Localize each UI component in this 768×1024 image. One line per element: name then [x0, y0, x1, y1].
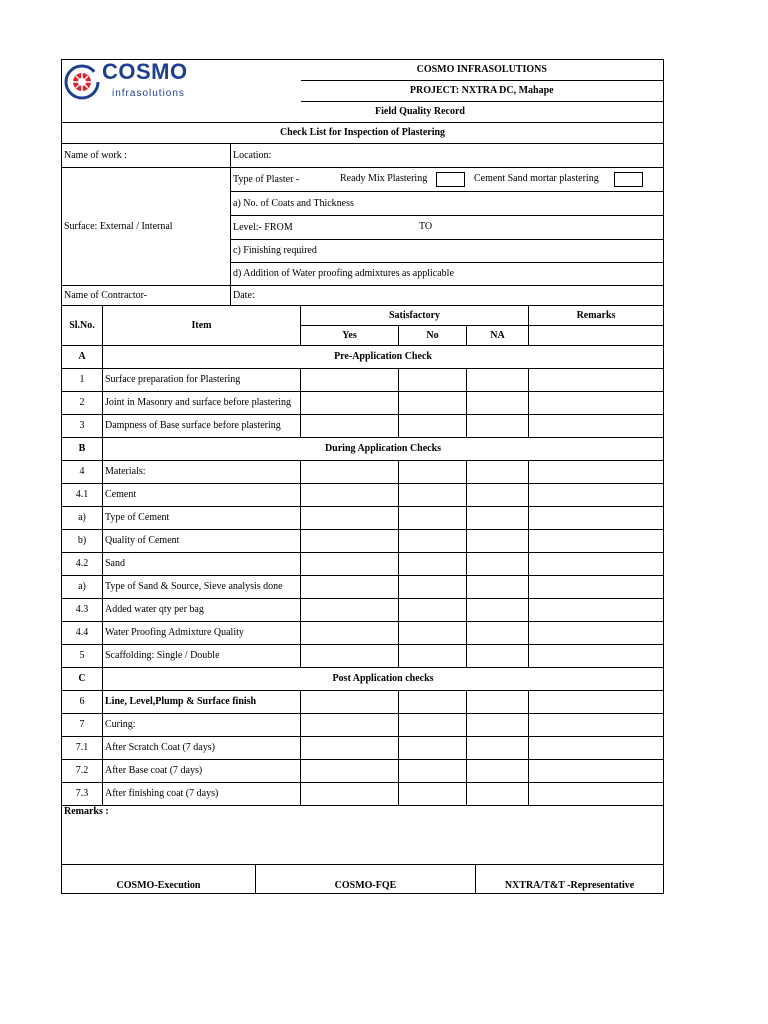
row-number: a) [62, 576, 103, 599]
row-item: Cement [103, 484, 301, 507]
row-number: 4.2 [62, 553, 103, 576]
no-cell[interactable] [399, 484, 467, 507]
na-cell[interactable] [467, 622, 529, 645]
no-cell[interactable] [399, 714, 467, 737]
na-cell[interactable] [467, 369, 529, 392]
row-number: 4.4 [62, 622, 103, 645]
row-item: Added water qty per bag [103, 599, 301, 622]
remarks-cell[interactable] [529, 507, 664, 530]
row-number: A [62, 346, 103, 369]
row-number: 7.1 [62, 737, 103, 760]
inspection-form [61, 59, 663, 894]
row-number: 5 [62, 645, 103, 668]
section-title: During Application Checks [103, 438, 664, 461]
checklist-row [62, 415, 664, 438]
yes-cell[interactable] [301, 415, 399, 438]
checklist-row [62, 714, 664, 737]
row-item: Scaffolding: Single / Double [103, 645, 301, 668]
col-na: NA [467, 326, 529, 346]
yes-cell[interactable] [301, 576, 399, 599]
plaster-type-row [231, 168, 664, 192]
yes-cell[interactable] [301, 461, 399, 484]
row-item: After Scratch Coat (7 days) [103, 737, 301, 760]
yes-cell[interactable] [301, 369, 399, 392]
cement-sand-checkbox[interactable] [614, 172, 643, 187]
na-cell[interactable] [467, 576, 529, 599]
no-cell[interactable] [399, 530, 467, 553]
logo-subtext: infrasolutions [112, 88, 185, 99]
checklist-row [62, 599, 664, 622]
na-cell[interactable] [467, 599, 529, 622]
no-cell[interactable] [399, 622, 467, 645]
row-number: b) [62, 530, 103, 553]
row-item: Dampness of Base surface before plastering [103, 415, 301, 438]
checklist-row [62, 530, 664, 553]
no-cell[interactable] [399, 760, 467, 783]
row-number: 7.2 [62, 760, 103, 783]
no-cell[interactable] [399, 392, 467, 415]
level-from-label: Level:- FROM [233, 221, 293, 233]
yes-cell[interactable] [301, 714, 399, 737]
row-number: a) [62, 507, 103, 530]
no-cell[interactable] [399, 691, 467, 714]
col-slno: Sl.No. [62, 306, 103, 346]
finishing-label: c) Finishing required [231, 240, 664, 263]
signature-fqe: COSMO-FQE [256, 865, 476, 894]
checklist-row [62, 737, 664, 760]
section-row [62, 438, 664, 461]
row-item: Type of Sand & Source, Sieve analysis done [103, 576, 301, 599]
record-title: Field Quality Record [62, 102, 664, 123]
contractor-label: Name of Contractor- [62, 286, 231, 306]
row-number: 6 [62, 691, 103, 714]
logo-cell [62, 60, 301, 102]
col-satisfactory: Satisfactory [301, 306, 529, 326]
row-item: Surface preparation for Plastering [103, 369, 301, 392]
na-cell[interactable] [467, 461, 529, 484]
remarks-cell[interactable] [529, 369, 664, 392]
yes-cell[interactable] [301, 507, 399, 530]
remarks-table [61, 806, 664, 894]
no-cell[interactable] [399, 645, 467, 668]
yes-cell[interactable] [301, 691, 399, 714]
remarks-cell[interactable] [529, 461, 664, 484]
col-yes: Yes [301, 326, 399, 346]
remarks-cell[interactable] [529, 484, 664, 507]
row-item: Sand [103, 553, 301, 576]
na-cell[interactable] [467, 783, 529, 806]
checklist-title: Check List for Inspection of Plastering [62, 123, 664, 144]
remarks-cell[interactable] [529, 691, 664, 714]
na-cell[interactable] [467, 691, 529, 714]
no-cell[interactable] [399, 415, 467, 438]
row-number: 4.1 [62, 484, 103, 507]
row-item: Joint in Masonry and surface before plastering [103, 392, 301, 415]
level-to-label: TO [419, 221, 433, 232]
na-cell[interactable] [467, 530, 529, 553]
remarks-label: Remarks : [62, 806, 664, 865]
checklist-row [62, 783, 664, 806]
no-cell[interactable] [399, 507, 467, 530]
signature-representative: NXTRA/T&T -Representative [476, 865, 664, 894]
na-cell[interactable] [467, 760, 529, 783]
section-title: Pre-Application Check [103, 346, 664, 369]
form-table [61, 59, 664, 806]
logo-text: COSMO [102, 59, 188, 84]
section-row [62, 346, 664, 369]
row-number: 4 [62, 461, 103, 484]
yes-cell[interactable] [301, 645, 399, 668]
company-logo [64, 59, 214, 100]
remarks-cell[interactable] [529, 622, 664, 645]
surface-label: Surface: External / Internal [62, 168, 231, 286]
company-name: COSMO INFRASOLUTIONS [301, 60, 664, 81]
row-number: C [62, 668, 103, 691]
remarks-cell[interactable] [529, 783, 664, 806]
plaster-type-label: Type of Plaster - [233, 173, 300, 185]
na-cell[interactable] [467, 415, 529, 438]
yes-cell[interactable] [301, 599, 399, 622]
col-remarks-blank [529, 326, 664, 346]
checklist-row [62, 645, 664, 668]
ready-mix-label: Ready Mix Plastering [340, 173, 428, 184]
yes-cell[interactable] [301, 760, 399, 783]
yes-cell[interactable] [301, 553, 399, 576]
row-number: 7.3 [62, 783, 103, 806]
row-number: 7 [62, 714, 103, 737]
row-number: 2 [62, 392, 103, 415]
remarks-cell[interactable] [529, 530, 664, 553]
checklist-row [62, 484, 664, 507]
row-item: Curing: [103, 714, 301, 737]
yes-cell[interactable] [301, 484, 399, 507]
row-number: 3 [62, 415, 103, 438]
no-cell[interactable] [399, 461, 467, 484]
no-cell[interactable] [399, 599, 467, 622]
checklist-row [62, 392, 664, 415]
location-label: Location: [231, 144, 664, 168]
na-cell[interactable] [467, 553, 529, 576]
col-item: Item [103, 306, 301, 346]
row-number: 4.3 [62, 599, 103, 622]
no-cell[interactable] [399, 737, 467, 760]
row-item: Line, Level,Plump & Surface finish [103, 691, 301, 714]
coats-label: a) No. of Coats and Thickness [231, 192, 664, 216]
section-row [62, 668, 664, 691]
remarks-cell[interactable] [529, 553, 664, 576]
section-title: Post Application checks [103, 668, 664, 691]
checklist-row [62, 691, 664, 714]
row-item: Water Proofing Admixture Quality [103, 622, 301, 645]
na-cell[interactable] [467, 645, 529, 668]
remarks-cell[interactable] [529, 415, 664, 438]
na-cell[interactable] [467, 737, 529, 760]
project-name: PROJECT: NXTRA DC, Mahape [301, 81, 664, 102]
date-label: Date: [231, 286, 664, 306]
level-row [231, 216, 664, 240]
checklist-row [62, 369, 664, 392]
row-item: Quality of Cement [103, 530, 301, 553]
checklist-row [62, 507, 664, 530]
row-item: After finishing coat (7 days) [103, 783, 301, 806]
remarks-cell[interactable] [529, 599, 664, 622]
cosmo-logo-icon [64, 64, 100, 100]
row-number: 1 [62, 369, 103, 392]
no-cell[interactable] [399, 369, 467, 392]
no-cell[interactable] [399, 553, 467, 576]
remarks-cell[interactable] [529, 392, 664, 415]
na-cell[interactable] [467, 392, 529, 415]
checklist-row [62, 553, 664, 576]
no-cell[interactable] [399, 783, 467, 806]
row-item: After Base coat (7 days) [103, 760, 301, 783]
yes-cell[interactable] [301, 530, 399, 553]
checklist-row [62, 622, 664, 645]
name-of-work-label: Name of work : [62, 144, 231, 168]
row-item: Type of Cement [103, 507, 301, 530]
checklist-row [62, 461, 664, 484]
yes-cell[interactable] [301, 737, 399, 760]
remarks-cell[interactable] [529, 576, 664, 599]
na-cell[interactable] [467, 507, 529, 530]
checklist-row [62, 576, 664, 599]
remarks-cell[interactable] [529, 737, 664, 760]
cement-sand-label: Cement Sand mortar plastering [474, 173, 599, 184]
yes-cell[interactable] [301, 392, 399, 415]
remarks-cell[interactable] [529, 760, 664, 783]
remarks-cell[interactable] [529, 645, 664, 668]
row-number: B [62, 438, 103, 461]
na-cell[interactable] [467, 714, 529, 737]
checklist-row [62, 760, 664, 783]
yes-cell[interactable] [301, 622, 399, 645]
yes-cell[interactable] [301, 783, 399, 806]
remarks-cell[interactable] [529, 714, 664, 737]
signature-execution: COSMO-Execution [62, 865, 256, 894]
col-no: No [399, 326, 467, 346]
no-cell[interactable] [399, 576, 467, 599]
row-item: Materials: [103, 461, 301, 484]
ready-mix-checkbox[interactable] [436, 172, 465, 187]
waterproofing-label: d) Addition of Water proofing admixtures as applicable [231, 263, 664, 286]
col-remarks: Remarks [529, 306, 664, 326]
na-cell[interactable] [467, 484, 529, 507]
